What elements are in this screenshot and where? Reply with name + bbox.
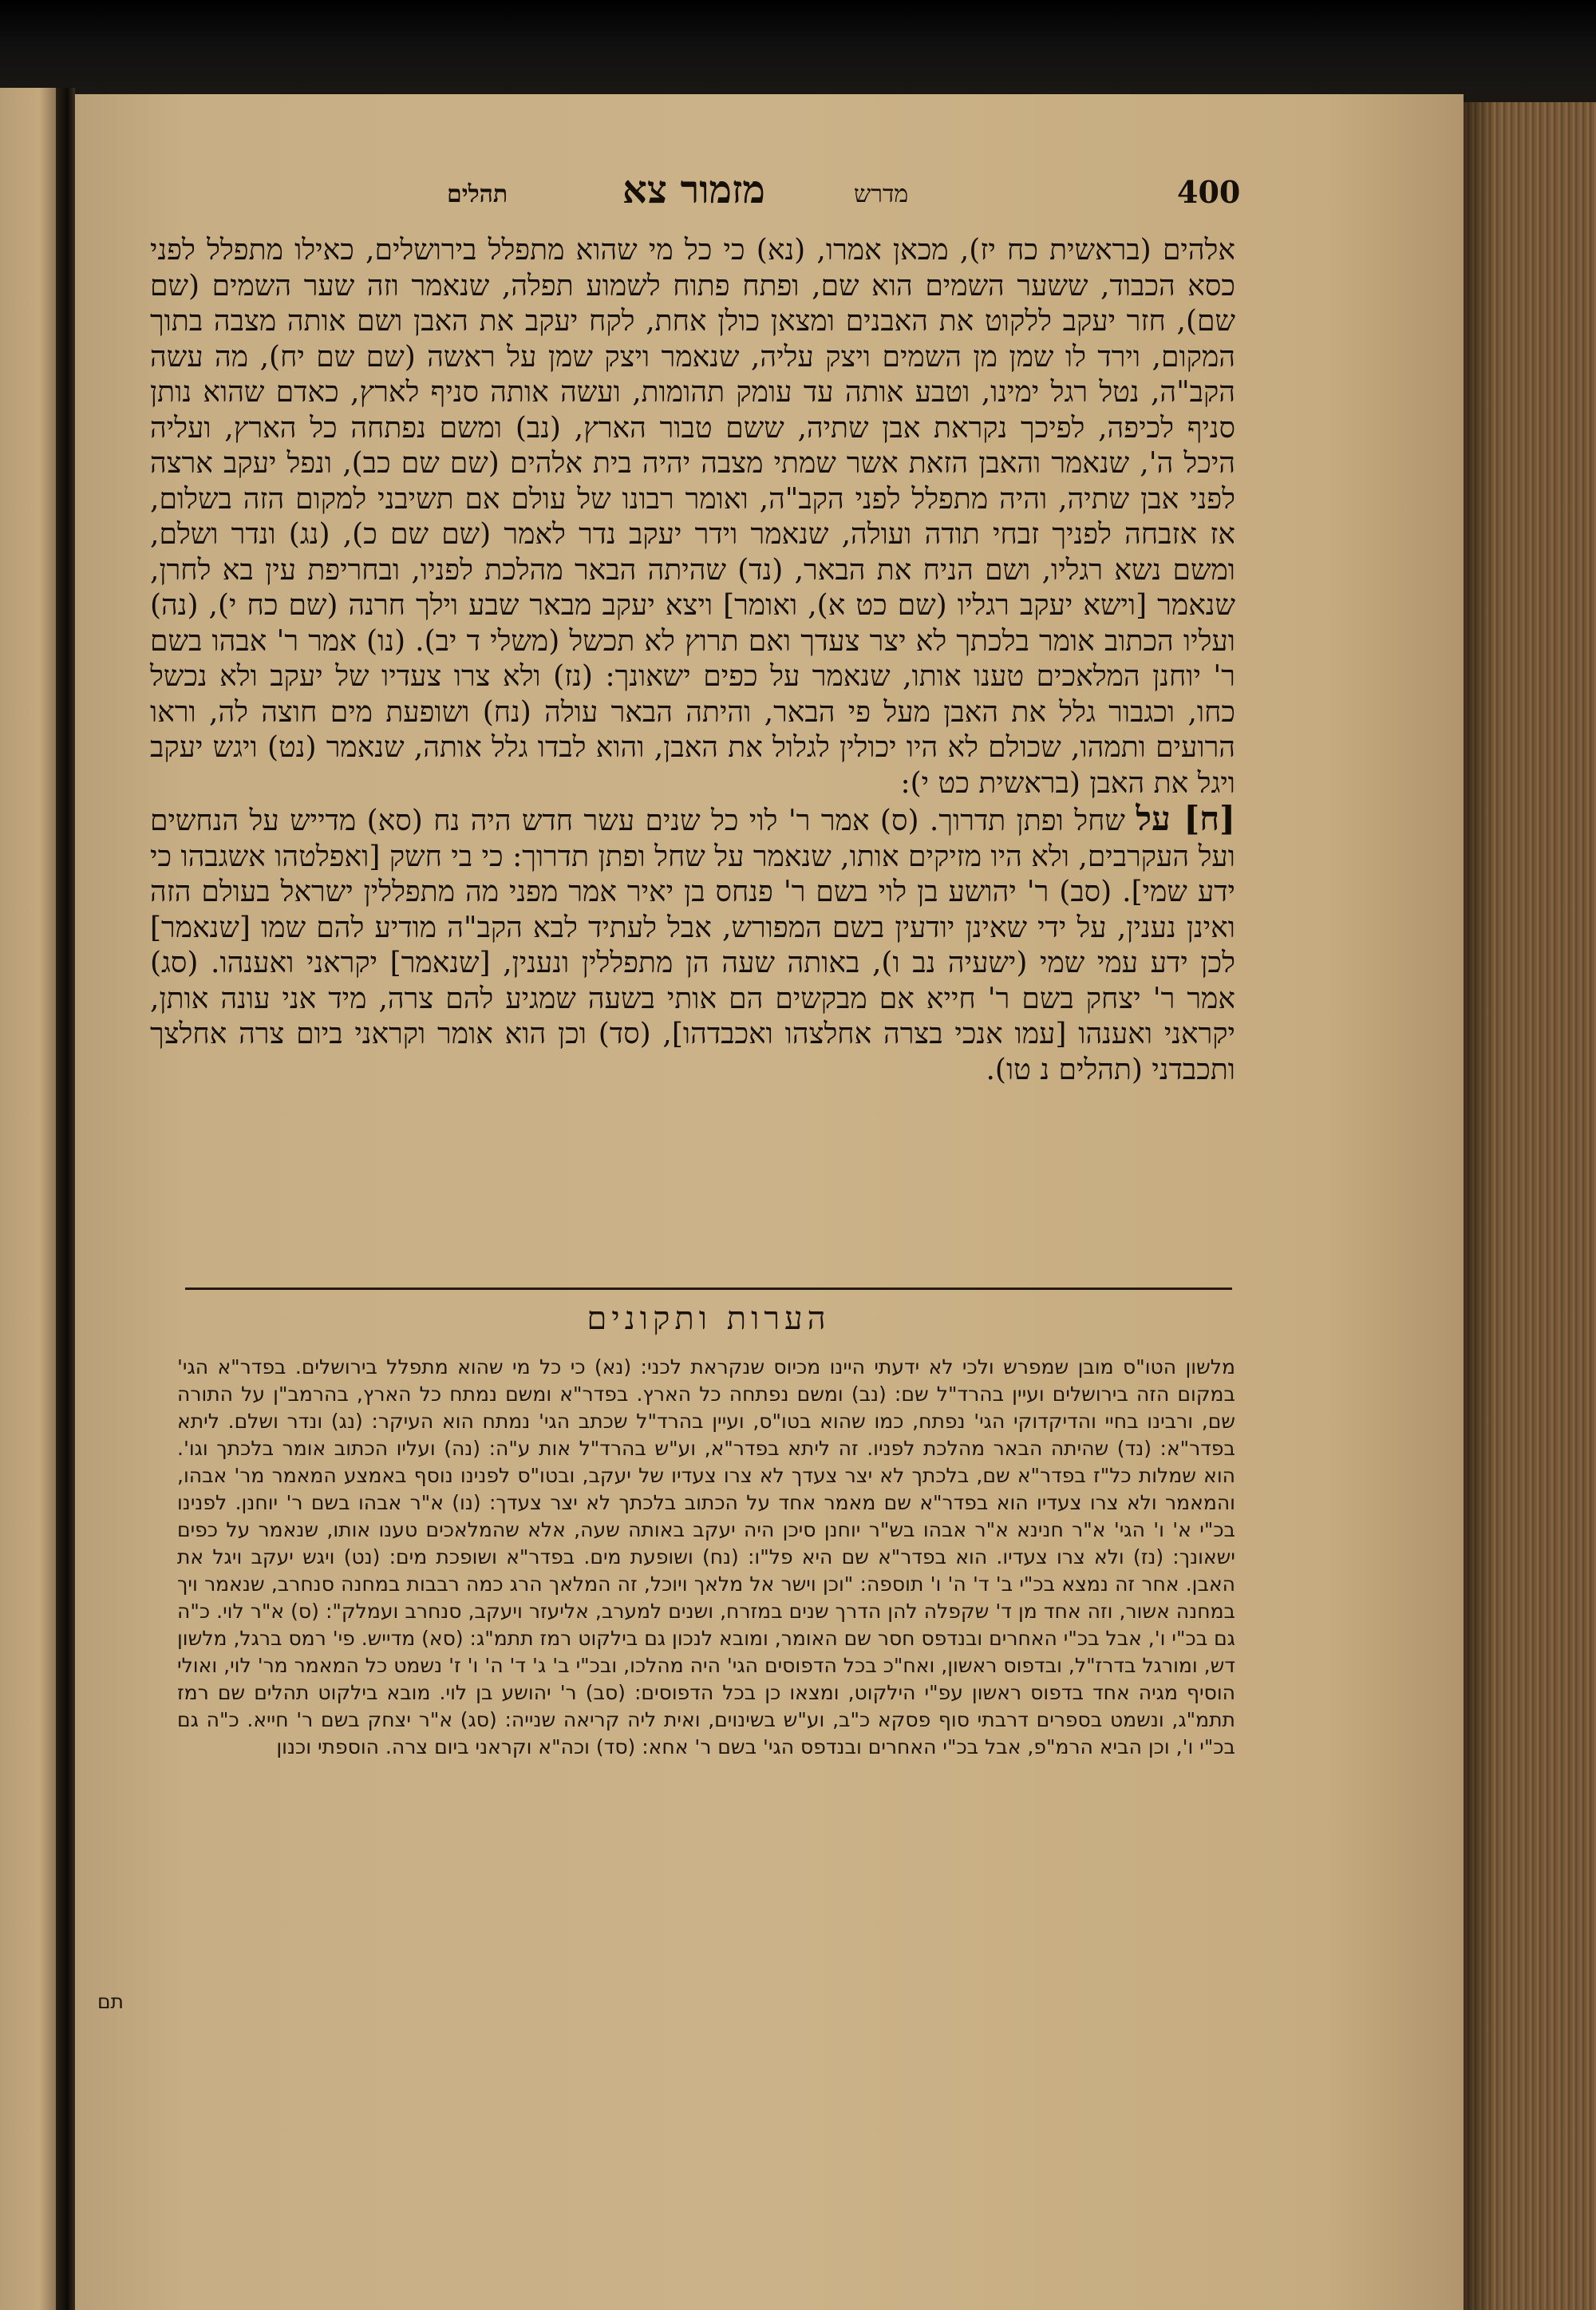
notes-paragraph: מלשון הטו"ס מובן שמפרש ולכי לא ידעתי היינו מכיוס שנקראת לכני: (נא) כי כל מי שהוא מתפלל בירושלים. בפדר"א הגי' במקום הזה בירושלים ועיין בהרד"ל שם: (נב) ומשם נפתחה כל הארץ. בפדר"א ומשם נמתח כל הארץ, בהרמב"ן על התורה שם, ורבינו בחיי והדיקדוקי הגי' נפתח, כמו שהוא בטו"ס, ועיין בהרד"ל שכתב הגי' נמתח הוא העיקר: (נג) ונדר ושלם. ליתא בפדר"א: (נד) שהיתה הבאר מהלכת לפניו. זה ליתא בפדר"א, וע"ש בהרד"ל אות ע"ה: (נה) ועליו הכתוב אומר בלכתך וגו'. הוא שמלות כל"ז בפדר"א שם, בלכתך לא יצר צעדך לא צרו צעדיו של יעקב, ובטו"ס לפנינו נוסף באמצע המאמר מר' אבהו, והמאמר ולא צרו צעדיו הוא בפדר"א שם מאמר אחד על הכתוב בלכתך לא יצר צעדך: (נו) א"ר אבהו בשם ר' יוחנן. לפנינו בכ"י א' ו' הגי' א"ר חנינא א"ר אבהו בש"ר יוחנן סיכן היה יעקב באותה שעה, אלא שהמלאכים טענו אותו, שנאמר על כפים ישאונך: (נז) ולא צרו צעדיו. הוא בפדר"א שם היא פל"ו: (נח) ושופעת מים. בפדר"א ושופכת מים: (נט) ויגש יעקב ויגל את האבן. אחר זה נמצא בכ"י ב' ד' ה' ו' תוספה: "וכן וישר אל מלאך ויוכל, זה המלאך הרג כמה רבבות במחנה סנחרב, שנאמר ויך במחנה אשור, וזה אחד מן ד' שקפלה להן הדרך שנים במזרח, ושנים למערב, אליעזר ויעקב, סנחרב ועמלק": (ס) א"ר לוי. כ"ה גם בכ"י ו', אבל בכ"י האחרים ובנדפס חסר שם האומר, ומובא לנכון גם בילקוט רמז תתמ"ג: (סא) מדייש. פי' רמס ברגל, מלשון דש, ומורגל בדרז"ל, ובדפוס ראשון, ואח"כ בכל הדפוסים הגי' היה מהלכו, ובכ"י ב' ג' ד' ה' ו' ז' נשמט כל המאמר מר' לוי, ואולי הוסיף מגיה אחד בדפוס ראשון עפ"י הילקוט, ומצאו כן בכל הדפוסים: (סב) ר' יהושע בן לוי. מובא בילקוט תהלים שם רמז תתמ"ג, ונשמט בספרים דרבתי סוף פסקא כ"ב, וע"ש בשינוים, ואית ליה קריאה שנייה: (סג) א"ר יצחק בשם ר' חייא. כ"ה גם בכ"י ו', וכן הביא הרמ"פ, אבל בכ"י האחרים ובנדפס הגי' בשם ר' אחא: (סד) וכה"א וקראני ביום צרה. הוספתי וכנון xyxy=(177,1355,1235,1758)
header-midrash: מדרש xyxy=(854,180,909,208)
main-paragraph-2-text: שחל ופתן תדרוך. (ס) אמר ר' לוי כל שנים עשר חדש היה נח (סא) מדייש על הנחשים ועל העקרבים, ולא היו מזיקים אותו, שנאמר על שחל ופתן תדרוך: כי בי חשק [ואפלטהו אשגבהו כי ידע שמי]. (סב) ר' יהושע בן לוי בשם ר' פנחס בן יאיר אמר מפני מה מתפללין ישראל בעולם הזה ואינן נענין, על ידי שאינן יודעין בשם המפורש, אבל לעתיד לבא הקב"ה מודיע להם שמו [שנאמר] לכן ידע עמי שמי (ישעיה נב ו), באותה שעה הן מתפללין ונענין, [שנאמר] יקראני ואענהו. (סג) אמר ר' יצחק בשם ר' חייא אם מבקשים הם אותי בשעה שמגיע להם צרה, מיד אני עונה אותן, יקראני ואענהו [עמו אנכי בצרה אחלצהו ואכבדהו], (סד) וכן הוא אומר וקראני ביום צרה אחלצך ותכבדני (תהלים נ טו). xyxy=(150,805,1235,1086)
notes-title: הערות ותקונים xyxy=(587,1300,831,1337)
header-book: תהלים xyxy=(447,180,508,208)
book-gutter xyxy=(56,88,75,2310)
notes-end-word: תם xyxy=(97,1990,124,2013)
section-divider xyxy=(185,1288,1232,1290)
page-number: 400 xyxy=(1177,174,1241,210)
main-paragraph-2 xyxy=(150,801,1235,1088)
left-page-edge xyxy=(0,88,56,2310)
page-stack-shadow xyxy=(1464,102,1495,2310)
section-marker: [ח] על xyxy=(1136,799,1235,838)
running-header xyxy=(383,168,1285,222)
header-chapter: מזמור צא xyxy=(622,168,765,212)
top-shadow xyxy=(0,0,1596,96)
main-paragraph-1: אלהים (בראשית כח יז), מכאן אמרו, (נא) כי כל מי שהוא מתפלל בירושלים, כאילו מתפלל לפני כסא הכבוד, ששער השמים הוא שם, ופתח פתוח לשמוע תפלה, שנאמר וזה שער השמים (שם שם), חזר יעקב ללקוט את האבנים ומצאן כולן אחת, לקח יעקב את האבן ושם אותה מצבה בתוך המקום, וירד לו שמן מן השמים ויצק עליה, שנאמר ויצק שמן על ראשה (שם שם יח), מה עשה הקב"ה, נטל רגל ימינו, וטבע אותה עד עומק תהומות, ועשה אותה סניף לארץ, כאדם שהוא נותן סניף לכיפה, לפיכך נקראת אבן שתיה, ששם טבור הארץ, (נב) ומשם נפתחה כל הארץ, ועליה היכל ה', שנאמר והאבן הזאת אשר שמתי מצבה יהיה בית אלהים (שם שם כב), ונפל יעקב ארצה לפני אבן שתיה, והיה מתפלל לפני הקב"ה, ואומר רבונו של עולם אם תשיבני למקום הזה בשלום, אז אזבחה לפניך זבחי תודה ועולה, שנאמר וידר יעקב נדר לאמר (שם שם כ), (נג) ונדר ושלם, ומשם נשא רגליו, ושם הניח את הבאר, (נד) שהיתה הבאר מהלכת לפניו, ובחריפת עין בא לחרן, שנאמר [וישא יעקב רגליו (שם כט א), ואומר] ויצא יעקב מבאר שבע וילך חרנה (שם כח י), (נה) ועליו הכתוב אומר בלכתך לא יצר צעדך ואם תרוץ לא תכשל (משלי ד יב). (נו) אמר ר' אבהו בשם ר' יוחנן המלאכים טענו אותו, שנאמר על כפים ישאונך: (נז) ולא צרו צעדיו של יעקב ולא נכשל כחו, וכגבור גלל את האבן מעל פי הבאר, והיתה הבאר עולה (נח) ושופעת מים חוצה לה, וראו הרועים ותמהו, שכולם לא היו יכולין לגלול את האבן, והוא לבדו גלל אותה, שנאמר (נט) ויגש יעקב ויגל את האבן (בראשית כט י): xyxy=(150,234,1235,800)
main-text xyxy=(150,233,1235,1088)
notes-text xyxy=(177,1354,1235,1761)
